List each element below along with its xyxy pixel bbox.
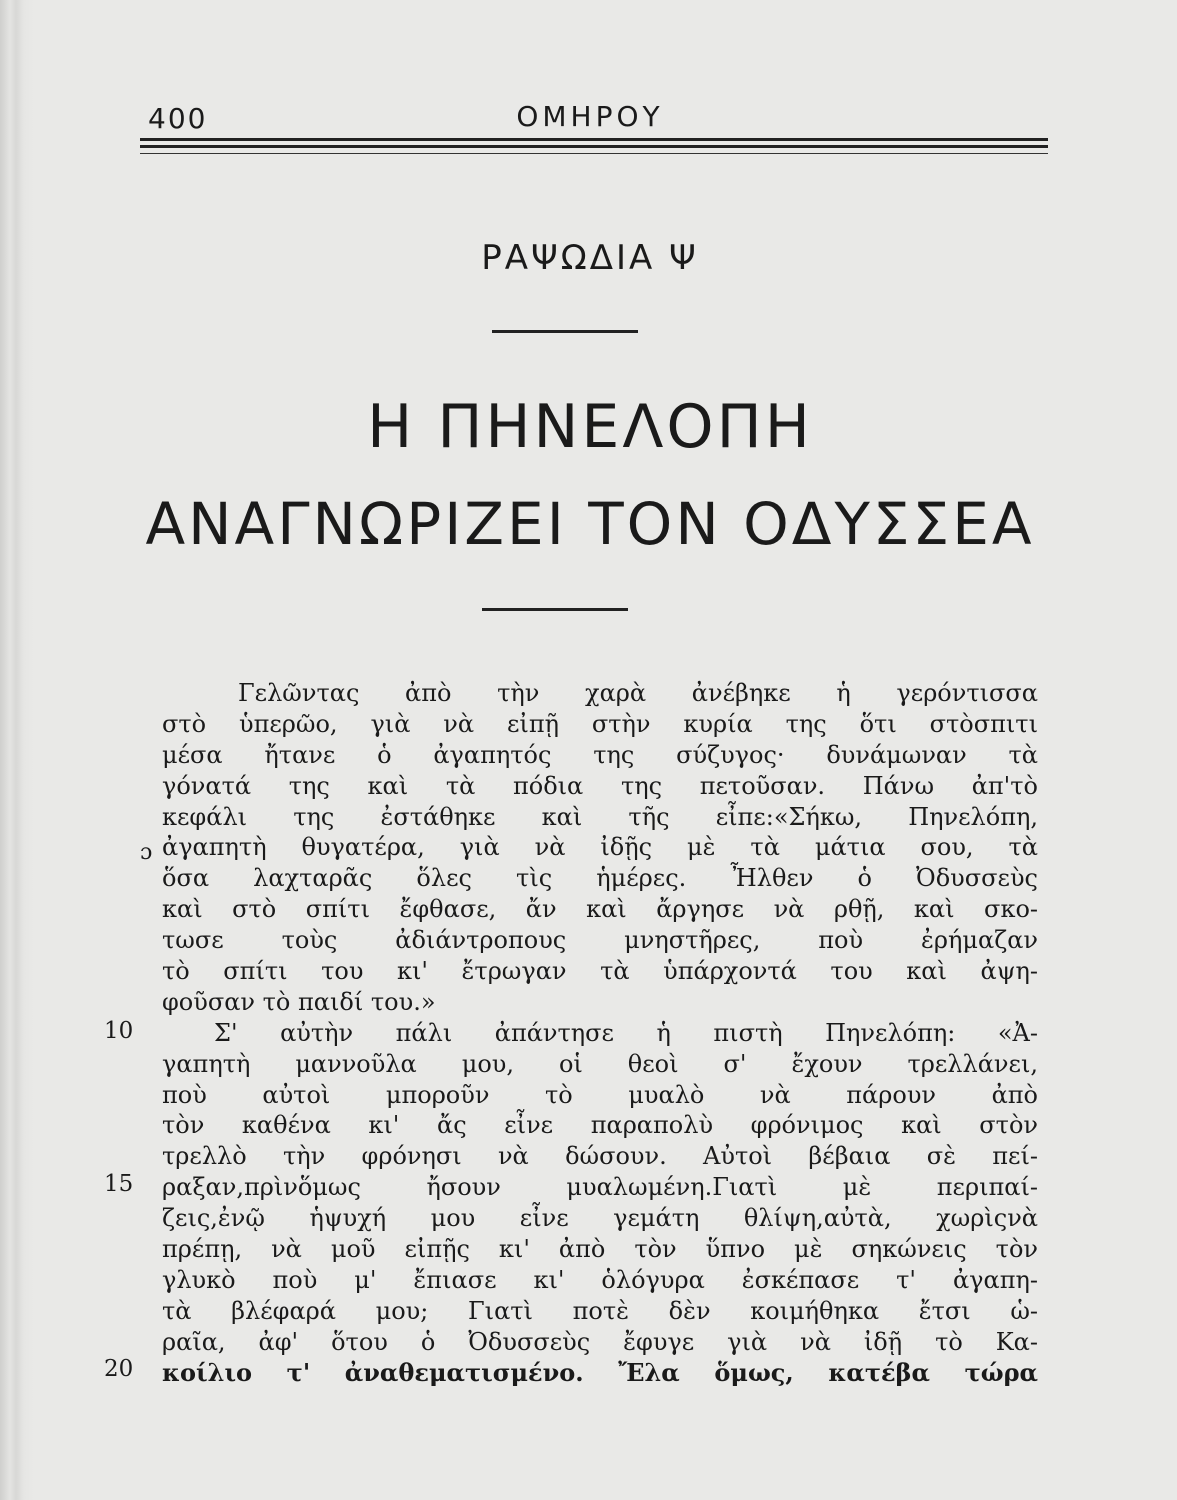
page-header [140, 100, 1048, 160]
text-line: φοῦσαν τὸ παιδί του.» [162, 987, 436, 1016]
text-line: τωσε τοὺς ἀδιάντροπους μνηστῆρες, ποὺ ἐρήμαζαν [162, 926, 1038, 955]
text-line: ποὺ αὐτοὶ μποροῦν τὸ μυαλὸ νὰ πάρουν ἀπὸ [162, 1080, 1038, 1109]
line-number-10: 10 [104, 1018, 134, 1044]
text-line: ζεις,ἐνῷ ἡψυχή μου εἶνε γεμάτη θλίψη,αὐτὰ, χωρὶςνὰ [162, 1204, 1038, 1233]
text-line: τρελλὸ τὴν φρόνησι νὰ δώσουν. Αὐτοὶ βέβαια σὲ πεί- [162, 1142, 1038, 1171]
running-head: ΟΜΗΡΟΥ [516, 100, 664, 133]
text-line: Γελῶντας ἀπὸ τὴν χαρὰ ἀνέβηκε ἡ γερόντισσα [238, 679, 1038, 707]
page-number: 400 [148, 102, 208, 135]
line-number-20: 20 [104, 1356, 134, 1382]
text-line: τὸν καθένα κι' ἄς εἶνε παραπολὺ φρόνιμος καὶ στὸν [162, 1111, 1038, 1140]
text-line: καὶ στὸ σπίτι ἔφθασε, ἄν καὶ ἄργησε νὰ ρθῇ, καὶ σκο- [162, 895, 1038, 924]
text-line: ἀγαπητὴ θυγατέρα, γιὰ νὰ ἰδῇς μὲ τὰ μάτια σου, τὰ [162, 833, 1038, 862]
text-line: στὸ ὑπερῶο, γιὰ νὰ εἰπῇ στὴν κυρία της ὅτι στὸσπιτι [162, 709, 1038, 738]
text-line: ραξαν,πρὶνὅμως ἤσουν μυαλωμένη.Γιατὶ μὲ περιπαί- [162, 1173, 1038, 1202]
text-line: κεφάλι της ἐστάθηκε καὶ τῆς εἶπε:«Σήκω, Πηνελόπη, [162, 802, 1038, 831]
text-line: τὰ βλέφαρά μου; Γιατὶ ποτὲ δὲν κοιμήθηκα ἔτσι ὡ- [162, 1296, 1038, 1325]
divider-rule-bottom [482, 608, 628, 611]
rhapsody-label: ΡΑΨΩΔΙΑ Ψ [481, 238, 699, 278]
text-line: τὸ σπίτι του κι' ἔτρωγαν τὰ ὑπάρχοντά του καὶ ἀψη- [162, 957, 1038, 986]
header-double-rule [140, 138, 1048, 148]
text-line: μέσα ἤτανε ὁ ἀγαπητός της σύζυγος· δυνάμωναν τὰ [162, 740, 1038, 769]
text-line: ραῖα, ἀφ' ὅτου ὁ Ὀδυσσεὺς ἔφυγε γιὰ νὰ ἰδῇ τὸ Κα- [162, 1327, 1038, 1356]
divider-rule-top [492, 330, 638, 333]
header-thin-rule [140, 153, 1048, 154]
text-line: ὅσα λαχταρᾶς ὅλες τὶς ἡμέρες. Ἦλθεν ὁ Ὀδυσσεὺς [162, 864, 1038, 893]
page-edge-stack [0, 0, 34, 1500]
line-number-15: 15 [104, 1171, 134, 1197]
text-line: γόνατά της καὶ τὰ πόδια της πετοῦσαν. Πάνω ἀπ'τὸ [162, 771, 1038, 800]
text-line: γαπητὴ μαννοῦλα μου, οἱ θεοὶ σ' ἔχουν τρελλάνει, [162, 1049, 1038, 1078]
margin-mark: ɔ [140, 840, 153, 865]
chapter-title-line-2: ΑΝΑΓΝΩΡΙΖΕΙ ΤΟΝ ΟΔΥΣΣΕΑ [145, 490, 1035, 558]
text-line: Σ' αὐτὴν πάλι ἀπάντησε ἡ πιστὴ Πηνελόπη: «Ἀ- [214, 1018, 1038, 1047]
text-line: κοίλιο τ' ἀναθεματισμένο. Ἔλα ὅμως, κατέβα τώρα [162, 1357, 1038, 1387]
text-line: πρέπῃ, νὰ μοῦ εἰπῇς κι' ἀπὸ τὸν ὕπνο μὲ σηκώνεις τὸν [162, 1235, 1038, 1264]
text-line: γλυκὸ ποὺ μ' ἔπιασε κι' ὁλόγυρα ἐσκέπασε τ' ἀγαπη- [162, 1265, 1038, 1294]
chapter-title-line-1: Η ΠΗΝΕΛΟΠΗ [367, 392, 813, 462]
body-text [162, 678, 1038, 1388]
